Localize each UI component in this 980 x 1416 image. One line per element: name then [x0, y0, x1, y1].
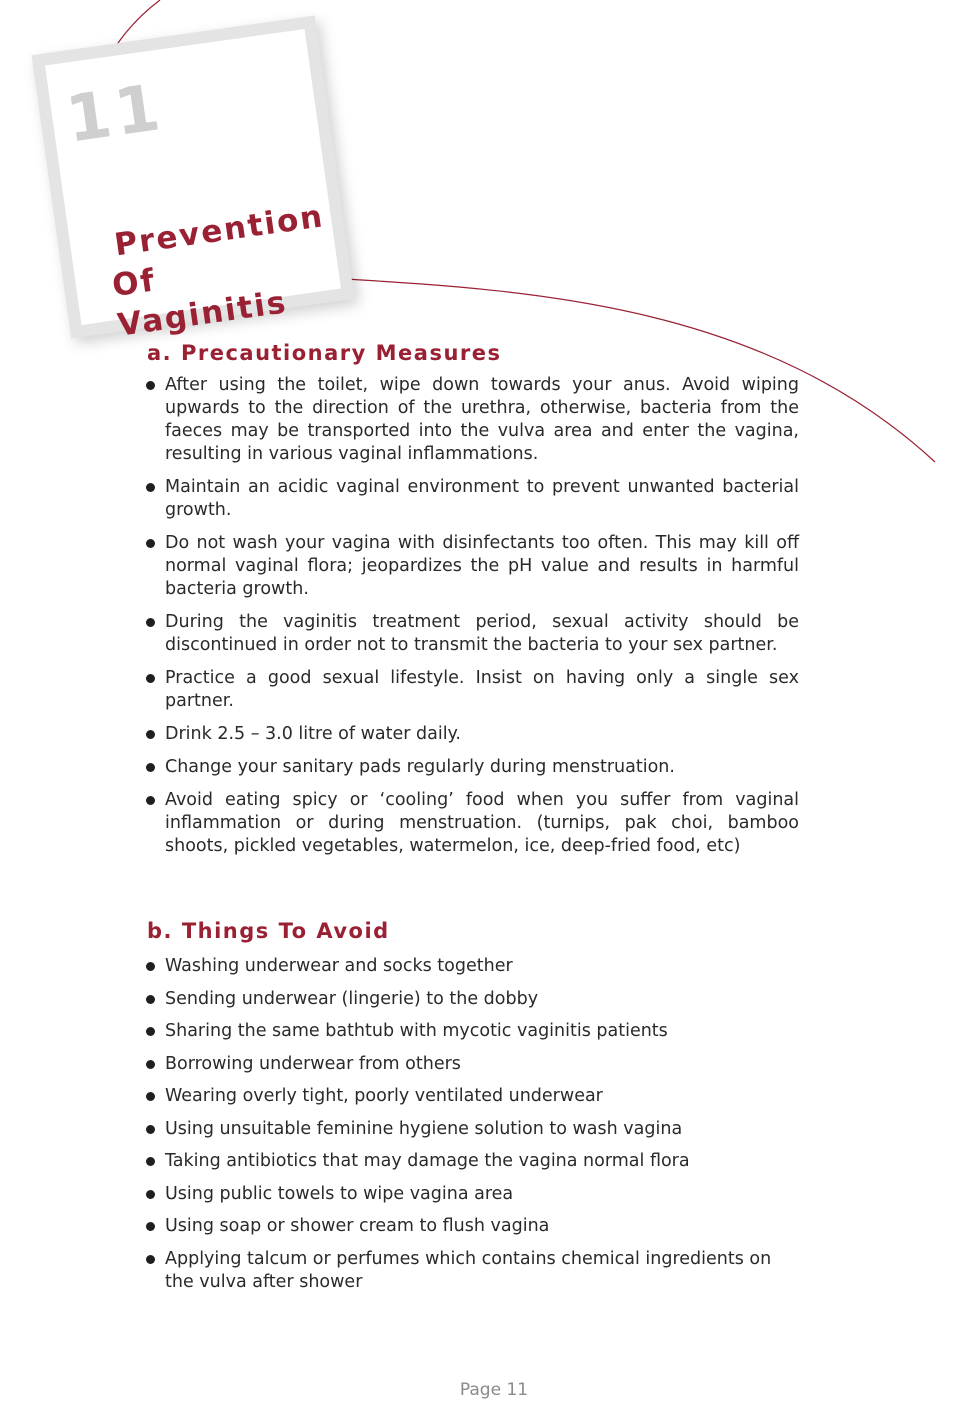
- chapter-title: [109, 195, 345, 344]
- list-item: Taking antibiotics that may damage the vagina normal flora: [144, 1150, 799, 1173]
- list-item: Drink 2.5 – 3.0 litre of water daily.: [144, 723, 799, 746]
- page-number: Page 11: [459, 1380, 529, 1400]
- things-to-avoid-list: [144, 955, 799, 1303]
- chapter-card: [45, 29, 341, 344]
- list-item: Practice a good sexual lifestyle. Insist on having only a single sex partner.: [144, 667, 799, 713]
- list-item: Using unsuitable feminine hygiene solution to wash vagina: [144, 1118, 799, 1141]
- section-heading-precautionary-measures: a. Precautionary Measures: [147, 341, 502, 365]
- list-item: Applying talcum or perfumes which contains chemical ingredients on the vulva after shower: [144, 1248, 799, 1294]
- list-item: Wearing overly tight, poorly ventilated underwear: [144, 1085, 799, 1108]
- list-item: Sending underwear (lingerie) to the dobby: [144, 988, 799, 1011]
- list-item: After using the toilet, wipe down towards your anus. Avoid wiping upwards to the direction of the urethra, otherwise, bacteria from the faeces may be transported into the vulva area and enter the vagina, resulting in various vaginal inflammations.: [144, 374, 799, 466]
- list-item: Avoid eating spicy or ‘cooling’ food when you suffer from vaginal inflammation or during menstruation. (turnips, pak choi, bamboo shoots, pickled vegetables, watermelon, ice, deep-fried food, etc): [144, 789, 799, 858]
- chapter-title-line1: Prevention: [112, 198, 327, 264]
- section-heading-things-to-avoid: b. Things To Avoid: [147, 919, 390, 943]
- precautionary-measures-list: [144, 374, 799, 868]
- list-item: Washing underwear and socks together: [144, 955, 799, 978]
- list-item: Borrowing underwear from others: [144, 1053, 799, 1076]
- list-item: Change your sanitary pads regularly during menstruation.: [144, 756, 799, 779]
- list-item: Maintain an acidic vaginal environment to prevent unwanted bacterial growth.: [144, 476, 799, 522]
- list-item: Using soap or shower cream to flush vagina: [144, 1215, 799, 1238]
- list-item: During the vaginitis treatment period, sexual activity should be discontinued in order not to transmit the bacteria to your sex partner.: [144, 611, 799, 657]
- list-item: Sharing the same bathtub with mycotic vaginitis patients: [144, 1020, 799, 1043]
- chapter-number: 11: [61, 70, 169, 158]
- list-item: Using public towels to wipe vagina area: [144, 1183, 799, 1206]
- chapter-title-line2: Of Vaginitis: [109, 262, 290, 344]
- list-item: Do not wash your vagina with disinfectants too often. This may kill off normal vaginal flora; jeopardizes the pH value and results in harmful bacteria growth.: [144, 532, 799, 601]
